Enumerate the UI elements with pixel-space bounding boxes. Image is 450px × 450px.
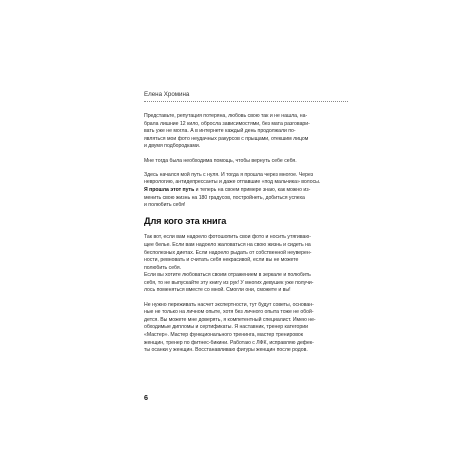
text-line: ные не только на личном опыте, хотя без личного опыта тоже не обой- (144, 309, 314, 316)
text-line: ты осанки у женщин. Восстанавливаю фигуры женщин после родов. (144, 347, 308, 354)
text-line: Не нужно переживать насчет экспертности, тут будут советы, основан- (144, 301, 314, 308)
running-head-author: Елена Хромина (144, 91, 190, 98)
text-line: бесполезных диетах. Если надоело рыдать от собственной неуверен- (144, 249, 312, 256)
section-title: Для кого эта книга (144, 216, 227, 227)
text-line: себя, то не выпускайте эту книгу из рук! У многих девушек уже получи- (144, 279, 314, 286)
text-line: «Мастер». Мастер функционального тренинга, мастер тренировок (144, 332, 303, 339)
text-line: неврологию, антидепрессанты и даже отпавшие «под мальчика» волосы. (144, 179, 321, 186)
paragraph-2 (144, 158, 350, 166)
text-line: щее белье. Если вам надоело жаловаться на свою жизнь и сидеть на (144, 241, 311, 248)
text-line: и двумя подбородками. (144, 143, 201, 150)
text-line: дется. Вы можете мне доверять, я компетентный специалист. Имею не- (144, 316, 316, 323)
continuation-text: и теперь на своем примере знаю, как можно из- (194, 186, 311, 193)
paragraph-4 (144, 234, 350, 295)
text-line: Так вот, если вам надоело фотошопить свои фото и носить утягиваю- (144, 234, 311, 241)
text-line: ности, ревновать и считать себя некрасивой, если вы не можете (144, 257, 299, 264)
text-line: женщин, тренер по фитнес-бикини. Работаю с ЛФК, исправляю дефек- (144, 339, 314, 346)
text-line-mixed (144, 187, 350, 195)
page-number: 6 (144, 393, 148, 402)
paragraph-1 (144, 113, 350, 151)
text-line: являться мои фото неудачных ракурсов с прыщами, отекшим лицом (144, 135, 309, 142)
text-line: полюбить себя. (144, 264, 182, 271)
text-line: и полюбить себя! (144, 202, 186, 209)
text-line: менить свою жизнь на 180 градусов, постройнеть, добиться успеха (144, 194, 305, 201)
paragraph-3 (144, 172, 350, 210)
text-line: Если вы хотите любоваться своим отражением в зеркале и полюбить (144, 272, 311, 279)
header-dotted-rule (144, 101, 348, 102)
text-line: брала лишние 12 кило, обросла зависимостями, без мата разговари- (144, 120, 310, 127)
paragraph-5 (144, 302, 350, 355)
bold-phrase: Я прошла этот путь (144, 186, 195, 193)
text-line: вать уже не могла. А в интернете каждый день продолжали по- (144, 128, 296, 135)
text-line: лось поменяться вместе со мной. Смогли они, сможете и вы! (144, 287, 291, 294)
page-body (144, 113, 350, 361)
text-line: Здесь начался мой путь с нуля. И тогда я прошла через многое. Через (144, 171, 314, 178)
text-line: Мне тогда была необходима помощь, чтобы вернуть себе себя. (144, 157, 297, 164)
text-line: Представьте, репутация потеряна, любовь свою так и не нашла, на- (144, 113, 308, 119)
text-line: обходимые дипломы и сертификаты. Я наставник, тренер категории (144, 324, 308, 331)
